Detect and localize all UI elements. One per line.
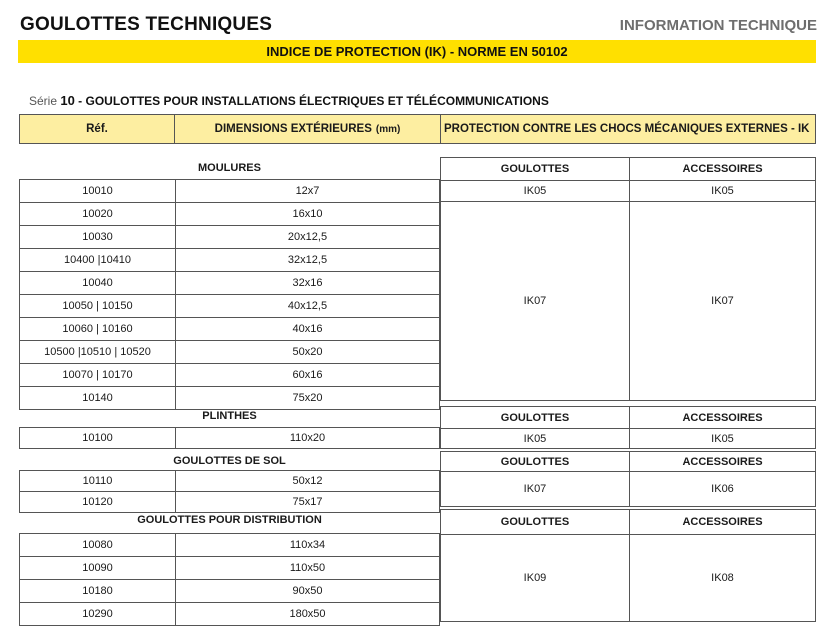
ik-cell: IK08 [630, 535, 816, 622]
table-row [20, 341, 440, 364]
ref-cell: 10290 [20, 603, 176, 626]
section-label: INFORMATION TECHNIQUE [619, 17, 817, 34]
section-title-plinthes: PLINTHES [202, 410, 257, 422]
header-ref: Réf. [20, 115, 175, 143]
dimension-cell: 110x20 [176, 428, 440, 449]
table-row [20, 364, 440, 387]
table-row [20, 492, 440, 513]
ref-cell: 10080 [20, 534, 176, 557]
serie-text: - GOULOTTES POUR INSTALLATIONS ÉLECTRIQUES ET TÉLÉCOMMUNICATIONS [78, 94, 549, 108]
ik-cell: IK07 [630, 202, 816, 401]
ik-cell: IK05 [441, 429, 630, 449]
dimension-cell: 90x50 [176, 580, 440, 603]
plinthes-table [19, 427, 440, 449]
dimension-cell: 40x16 [176, 318, 440, 341]
col-goulottes: GOULOTTES [441, 407, 630, 429]
dimension-cell: 60x16 [176, 364, 440, 387]
sol-ik-table [440, 451, 816, 507]
banner-text: INDICE DE PROTECTION (IK) - NORME EN 50102 [266, 44, 568, 59]
serie-heading [29, 93, 549, 108]
table-row [20, 203, 440, 226]
dimension-cell: 40x12,5 [176, 295, 440, 318]
dimension-cell: 180x50 [176, 603, 440, 626]
moulures-table [19, 179, 440, 410]
ref-cell: 10040 [20, 272, 176, 295]
section-title-moulures: MOULURES [198, 162, 261, 174]
dimension-cell: 32x12,5 [176, 249, 440, 272]
dimension-cell: 50x20 [176, 341, 440, 364]
table-row [20, 534, 440, 557]
ik-cell: IK07 [441, 472, 630, 507]
dimension-cell: 50x12 [176, 471, 440, 492]
dimension-cell: 16x10 [176, 203, 440, 226]
table-row [20, 180, 440, 203]
dimension-cell: 75x20 [176, 387, 440, 410]
dimension-cell: 110x50 [176, 557, 440, 580]
ref-cell: 10050 | 10150 [20, 295, 176, 318]
col-accessoires: ACCESSOIRES [630, 407, 816, 429]
plinthes-ik-table [440, 406, 816, 449]
header-dims-label: DIMENSIONS EXTÉRIEURES [214, 123, 372, 135]
table-row [20, 318, 440, 341]
dimension-cell: 20x12,5 [176, 226, 440, 249]
page-title: GOULOTTES TECHNIQUES [20, 14, 273, 35]
table-row [20, 580, 440, 603]
ik-cell: IK05 [630, 181, 816, 202]
section-title-sol: GOULOTTES DE SOL [173, 455, 286, 467]
col-accessoires: ACCESSOIRES [630, 510, 816, 535]
col-goulottes: GOULOTTES [441, 510, 630, 535]
ik-cell: IK05 [441, 181, 630, 202]
ref-cell: 10070 | 10170 [20, 364, 176, 387]
ref-cell: 10010 [20, 180, 176, 203]
dimension-cell: 110x34 [176, 534, 440, 557]
table-row [20, 249, 440, 272]
table-row [20, 295, 440, 318]
ref-cell: 10140 [20, 387, 176, 410]
ik-cell: IK09 [441, 535, 630, 622]
distribution-table [19, 533, 440, 626]
header-dims [175, 115, 441, 143]
ref-cell: 10110 [20, 471, 176, 492]
col-accessoires: ACCESSOIRES [630, 158, 816, 181]
ref-cell: 10500 |10510 | 10520 [20, 341, 176, 364]
table-header [19, 114, 816, 144]
ref-cell: 10400 |10410 [20, 249, 176, 272]
table-row [20, 226, 440, 249]
header-dims-unit: (mm) [375, 123, 401, 135]
ref-cell: 10180 [20, 580, 176, 603]
ik-cell: IK06 [630, 472, 816, 507]
ref-cell: 10060 | 10160 [20, 318, 176, 341]
ref-cell: 10020 [20, 203, 176, 226]
table-row [20, 428, 440, 449]
table-row [20, 557, 440, 580]
serie-label: Série [29, 94, 58, 108]
ref-cell: 10100 [20, 428, 176, 449]
ref-cell: 10120 [20, 492, 176, 513]
table-row [20, 387, 440, 410]
table-row [20, 272, 440, 295]
table-row [20, 471, 440, 492]
table-row [20, 603, 440, 626]
dimension-cell: 75x17 [176, 492, 440, 513]
sol-table [19, 470, 440, 513]
col-goulottes: GOULOTTES [441, 158, 630, 181]
moulures-ik-table [440, 157, 816, 401]
ik-cell: IK07 [441, 202, 630, 401]
col-goulottes: GOULOTTES [441, 452, 630, 472]
dimension-cell: 32x16 [176, 272, 440, 295]
serie-number: 10 [60, 93, 75, 108]
header-protection: PROTECTION CONTRE LES CHOCS MÉCANIQUES EXTERNES - IK [444, 123, 810, 135]
section-title-distribution: GOULOTTES POUR DISTRIBUTION [137, 514, 322, 526]
ik-cell: IK05 [630, 429, 816, 449]
dimension-cell: 12x7 [176, 180, 440, 203]
col-accessoires: ACCESSOIRES [630, 452, 816, 472]
ref-cell: 10030 [20, 226, 176, 249]
distribution-ik-table [440, 509, 816, 622]
banner [18, 40, 816, 63]
ref-cell: 10090 [20, 557, 176, 580]
